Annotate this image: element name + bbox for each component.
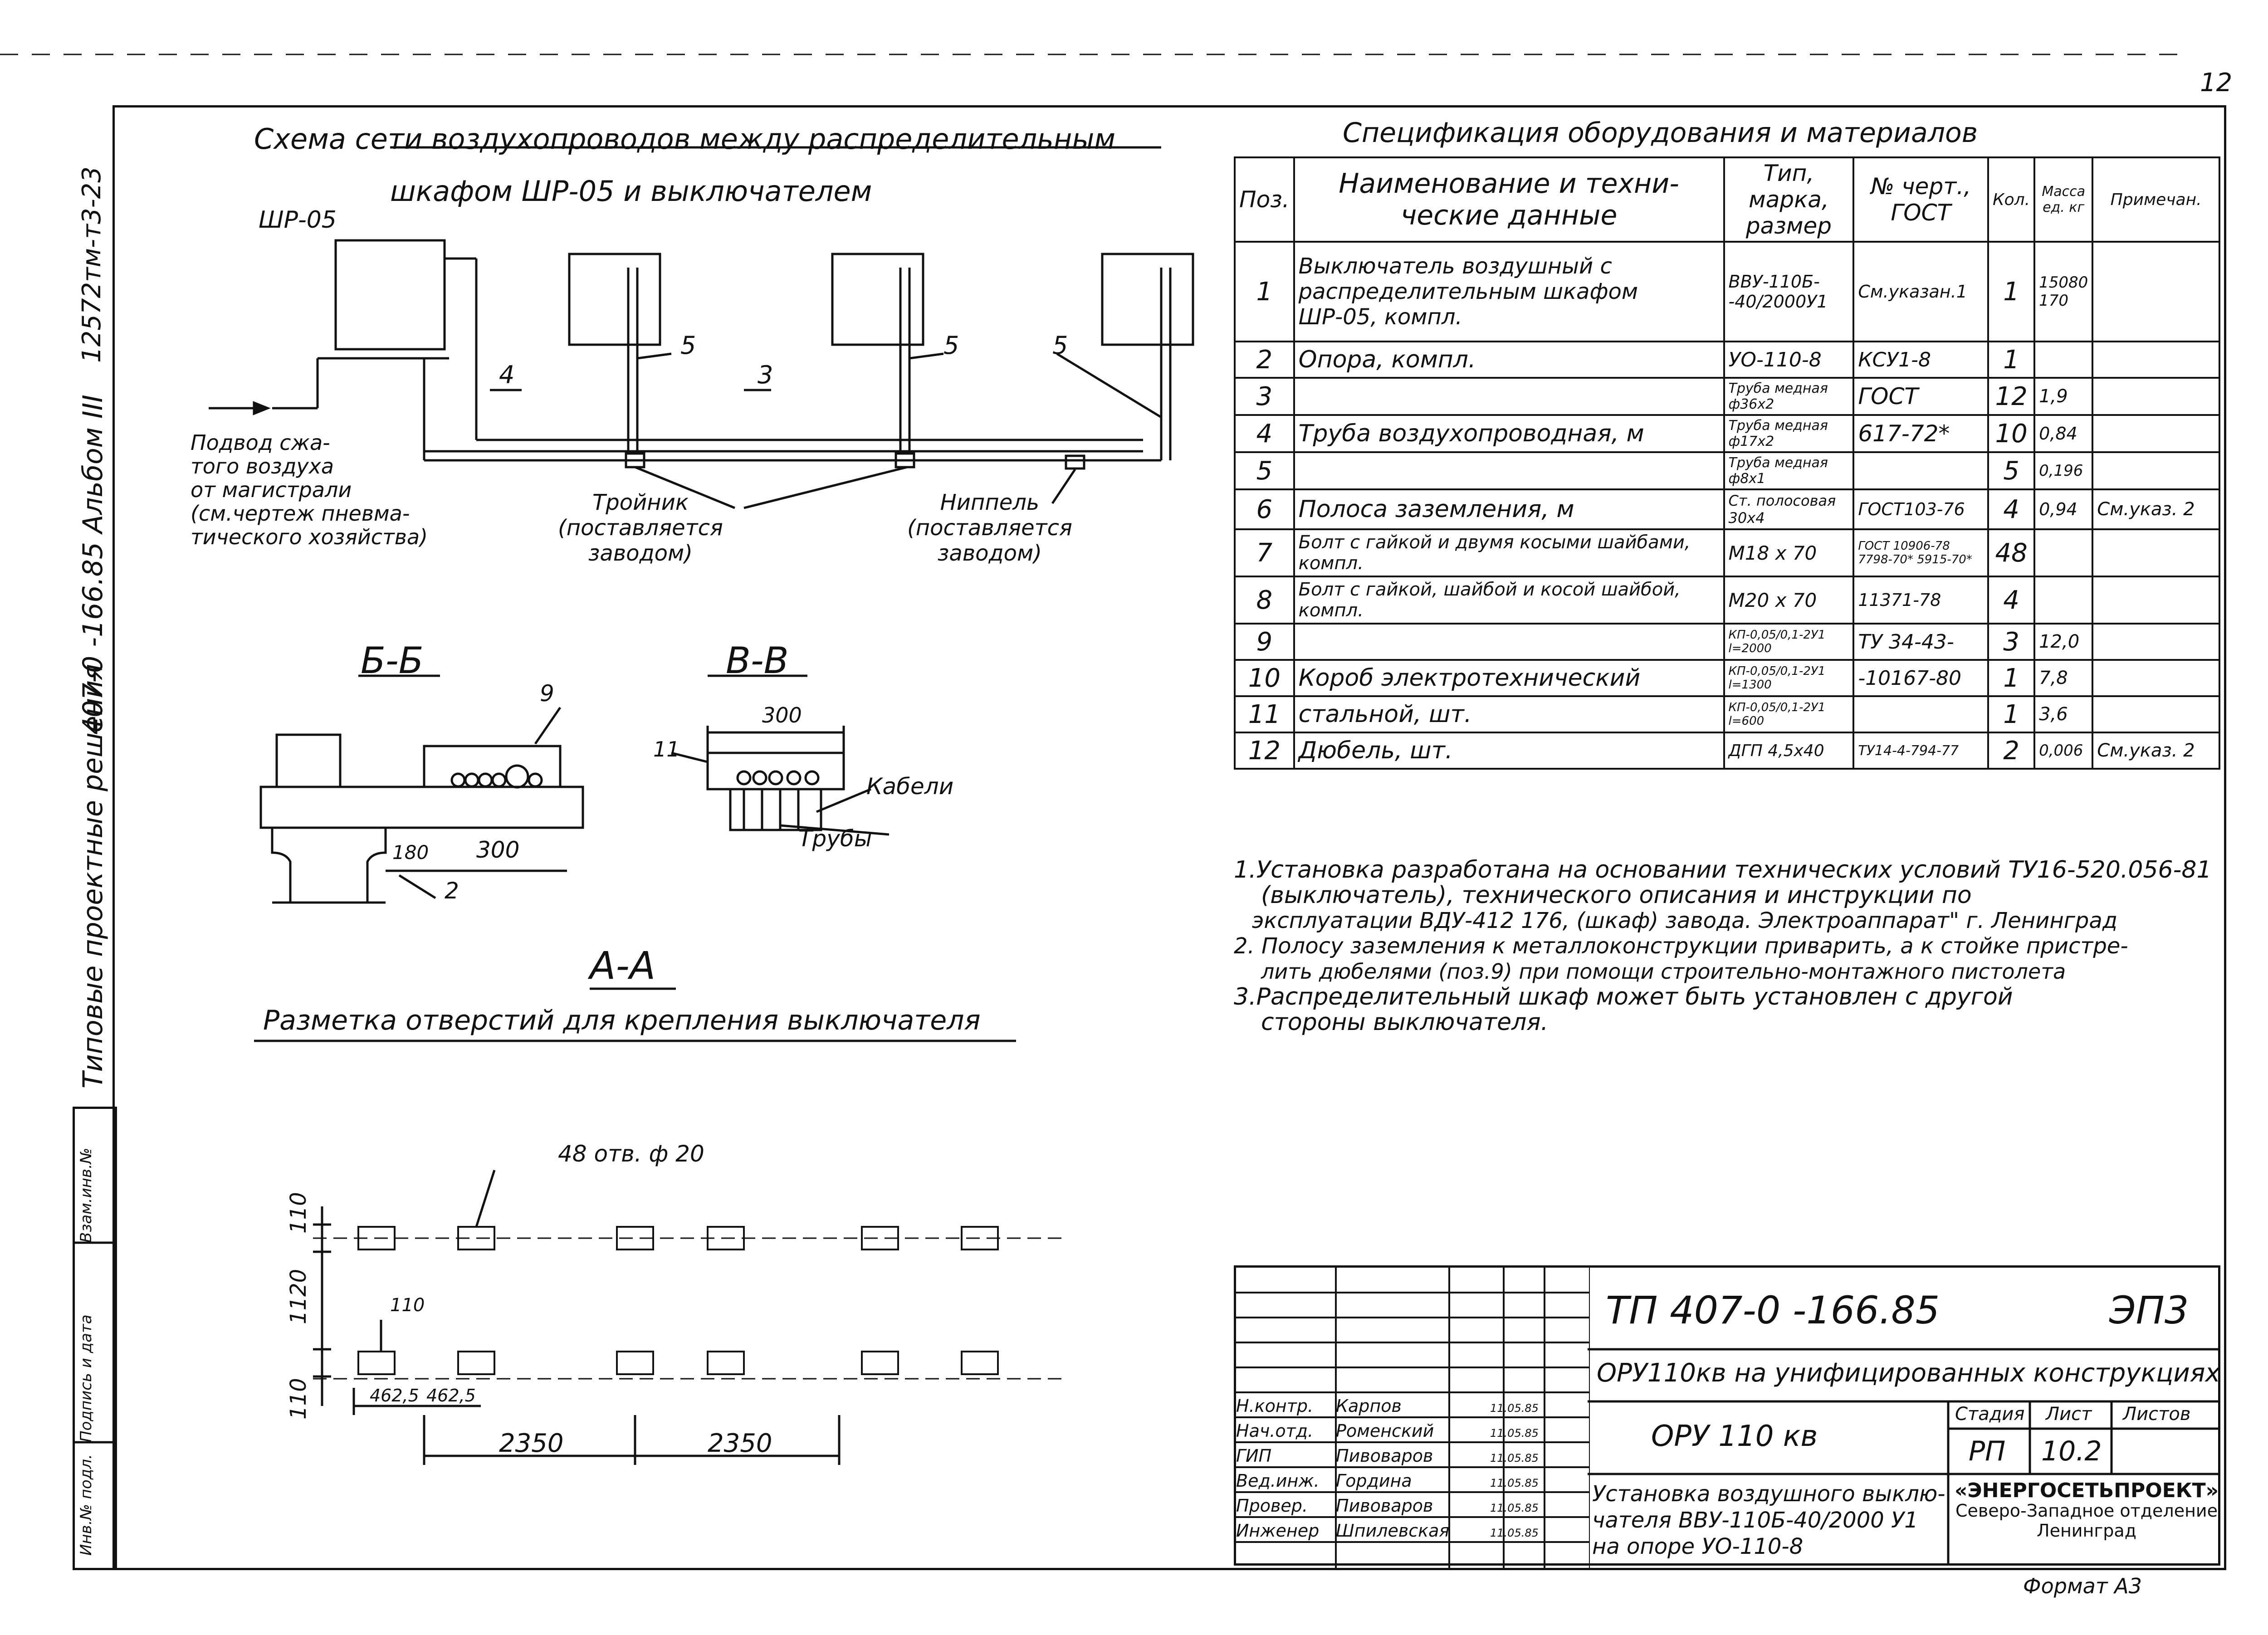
- row-gost: -10167-80: [1853, 660, 1988, 696]
- row-qty: 1: [1988, 242, 2034, 342]
- row-pos: 8: [1235, 576, 1294, 624]
- section-aa-label: А-А: [590, 943, 656, 988]
- strip-cell-1: Инв.№ подл.: [77, 1454, 95, 1556]
- stage-value: РП: [1969, 1435, 2006, 1467]
- row-name: Болт с гайкой, шайбой и косой шайбой, компл.: [1294, 576, 1724, 624]
- signer-row: Провер. Пивоваров 11.05.85: [1236, 1496, 1539, 1516]
- row-qty: 12: [1988, 378, 2034, 415]
- bb-callout-9: 9: [540, 680, 554, 707]
- row-mass: 1,9: [2034, 378, 2092, 415]
- row-gost: 11371-78: [1853, 576, 1988, 624]
- row-qty: 4: [1988, 489, 2034, 529]
- strip-cell-3: Взам.инв.№: [77, 1147, 95, 1243]
- sheets-header: Листов: [2123, 1404, 2191, 1425]
- row-gost: ГОСТ: [1853, 378, 1988, 415]
- aa-dim-110-small: 110: [390, 1295, 425, 1316]
- row-pos: 6: [1235, 489, 1294, 529]
- row-gost: ТУ14-4-794-77: [1853, 732, 1988, 769]
- aa-dim-462-a: 462,5: [370, 1386, 419, 1406]
- row-gost: ТУ 34-43-: [1853, 624, 1988, 660]
- row-note: См.указ. 2: [2092, 489, 2219, 529]
- scheme-title-line2: шкафом ШР-05 и выключателем: [390, 175, 872, 208]
- row-name: Короб электротехнический: [1294, 660, 1724, 696]
- organization: «ЭНЕРГОСЕТЬПРОЕКТ» Северо-Западное отделение Ленинград: [1954, 1479, 2219, 1541]
- vv-pipes: Трубы: [798, 825, 872, 852]
- header-mass: Масса ед. кг: [2034, 157, 2092, 242]
- row-type: ВВУ-110Б- -40/2000У1: [1724, 242, 1854, 342]
- row-gost: КСУ1-8: [1853, 342, 1988, 378]
- signer-row: Н.контр. Карпов 11.05.85: [1236, 1396, 1539, 1416]
- row-mass: 12,0: [2034, 624, 2092, 660]
- callout-5c: 5: [1052, 331, 1068, 360]
- row-type: Труба медная ф36х2: [1724, 378, 1854, 415]
- row-type: ДГП 4,5х40: [1724, 732, 1854, 769]
- aa-dim-110-top: 110: [286, 1192, 311, 1234]
- row-qty: 1: [1988, 342, 2034, 378]
- row-type: Ст. полосовая 30х4: [1724, 489, 1854, 529]
- object-name: ОРУ 110 кв: [1651, 1420, 1818, 1453]
- aa-dim-2350-b: 2350: [708, 1429, 772, 1458]
- side-album: 407-0 -166.85 Альбом III: [77, 395, 109, 735]
- row-note: См.указ. 2: [2092, 732, 2219, 769]
- note-line: 3.Распределительный шкаф может быть установлен с другой: [1234, 983, 2013, 1010]
- callout-4: 4: [499, 361, 515, 389]
- row-gost: 617-72*: [1853, 415, 1988, 452]
- row-name: Полоса заземления, м: [1294, 489, 1724, 529]
- row-type: Труба медная ф8х1: [1724, 452, 1854, 489]
- row-name: Опора, компл.: [1294, 342, 1724, 378]
- supply-note: Подвод сжа- того воздуха от магистрали (см.чертеж пневма- тического хозяйства): [191, 430, 428, 549]
- side-series: Типовые проектные решения: [77, 664, 109, 1088]
- header-note: Примечан.: [2092, 157, 2219, 242]
- sheet-header: Лист: [2046, 1404, 2092, 1425]
- header-type: Тип, марка, размер: [1724, 157, 1854, 242]
- row-pos: 9: [1235, 624, 1294, 660]
- row-name: стальной, шт.: [1294, 696, 1724, 732]
- row-type: М18 х 70: [1724, 529, 1854, 576]
- row-name: Дюбель, шт.: [1294, 732, 1724, 769]
- row-name: Болт с гайкой и двумя косыми шайбами, компл.: [1294, 529, 1724, 576]
- callout-3: 3: [758, 361, 773, 389]
- row-pos: 1: [1235, 242, 1294, 342]
- section-vv-label: В-В: [726, 639, 789, 682]
- aa-title: Разметка отверстий для крепления выключателя: [263, 1005, 981, 1036]
- callout-5a: 5: [680, 331, 696, 360]
- vv-callout-11: 11: [653, 737, 680, 761]
- row-pos: 3: [1235, 378, 1294, 415]
- row-pos: 11: [1235, 696, 1294, 732]
- row-pos: 12: [1235, 732, 1294, 769]
- header-gost: № черт., ГОСТ: [1853, 157, 1988, 242]
- signer-row: Нач.отд. Роменский 11.05.85: [1236, 1421, 1539, 1441]
- row-gost: См.указан.1: [1853, 242, 1988, 342]
- aa-dim-1120: 1120: [286, 1269, 311, 1324]
- strip-cell-2: Подпись и дата: [77, 1314, 95, 1442]
- signer-row: Инженер Шпилевская 11.05.85: [1236, 1521, 1539, 1541]
- vv-dim-300: 300: [762, 703, 802, 727]
- aa-dim-110-bottom: 110: [286, 1378, 311, 1420]
- row-type: УО-110-8: [1724, 342, 1854, 378]
- row-qty: 1: [1988, 660, 2034, 696]
- row-qty: 1: [1988, 696, 2034, 732]
- stage-header: Стадия: [1955, 1404, 2025, 1425]
- sheet-code: ЭП3: [2109, 1288, 2189, 1332]
- row-mass: 0,94: [2034, 489, 2092, 529]
- signer-row: Вед.инж. Гордина 11.05.85: [1236, 1471, 1539, 1491]
- row-mass: 7,8: [2034, 660, 2092, 696]
- row-pos: 2: [1235, 342, 1294, 378]
- row-mass: 15080 170: [2034, 242, 2092, 342]
- signer-row: ГИП Пивоваров 11.05.85: [1236, 1446, 1539, 1466]
- note-line: лить дюбелями (поз.9) при помощи строительно-монтажного пистолета: [1261, 959, 2066, 984]
- row-qty: 4: [1988, 576, 2034, 624]
- row-qty: 48: [1988, 529, 2034, 576]
- cabinet-label: ШР-05: [259, 206, 337, 234]
- spec-title: Спецификация оборудования и материалов: [1343, 117, 1978, 149]
- header-qty: Кол.: [1988, 157, 2034, 242]
- note-line: (выключатель), технического описания и инструкции по: [1261, 882, 1972, 909]
- row-pos: 4: [1235, 415, 1294, 452]
- row-type: КП-0,05/0,1-2У1 l=2000: [1724, 624, 1854, 660]
- project-name: ОРУ110кв на унифицированных конструкциях: [1597, 1358, 2220, 1388]
- row-name: Труба воздухопроводная, м: [1294, 415, 1724, 452]
- nipple-note: Ниппель (поставляется заводом): [907, 490, 1072, 566]
- row-pos: 7: [1235, 529, 1294, 576]
- scheme-title-line1: Схема сети воздухопроводов между распределительным: [254, 122, 1116, 156]
- side-code: 12572тм-т3-23: [77, 166, 107, 363]
- row-qty: 3: [1988, 624, 2034, 660]
- section-bb-label: Б-Б: [361, 639, 424, 682]
- vv-cables: Кабели: [866, 773, 954, 800]
- note-line: 2. Полосу заземления к металлоконструкции приварить, а к стойке пристре-: [1234, 933, 2128, 959]
- row-mass: 0,196: [2034, 452, 2092, 489]
- row-mass: 0,84: [2034, 415, 2092, 452]
- header-name: Наименование и техни- ческие данные: [1294, 157, 1724, 242]
- note-line: 1.Установка разработана на основании технических условий ТУ16-520.056-81: [1234, 856, 2212, 883]
- aa-dim-2350-a: 2350: [499, 1429, 564, 1458]
- callout-5b: 5: [943, 331, 959, 360]
- row-qty: 10: [1988, 415, 2034, 452]
- row-gost: ГОСТ 10906-78 7798-70* 5915-70*: [1853, 529, 1988, 576]
- drawing-name: Установка воздушного выклю- чателя ВВУ-110Б-40/2000 У1 на опоре УО-110-8: [1592, 1481, 1945, 1559]
- format-label: Формат А3: [2023, 1574, 2142, 1598]
- tee-note: Тройник (поставляется заводом): [558, 490, 723, 566]
- note-line: стороны выключателя.: [1261, 1009, 1549, 1036]
- header-pos: Поз.: [1235, 157, 1294, 242]
- row-type: КП-0,05/0,1-2У1 l=1300: [1724, 660, 1854, 696]
- aa-holes: 48 отв. ф 20: [558, 1141, 704, 1167]
- row-pos: 5: [1235, 452, 1294, 489]
- row-name: Выключатель воздушный с распределительным шкафом ШР-05, компл.: [1294, 242, 1724, 342]
- row-type: М20 х 70: [1724, 576, 1854, 624]
- sheet-mark: 12: [2200, 68, 2233, 98]
- row-gost: ГОСТ103-76: [1853, 489, 1988, 529]
- row-pos: 10: [1235, 660, 1294, 696]
- sheet-value: 10.2: [2041, 1435, 2102, 1467]
- row-type: КП-0,05/0,1-2У1 l=600: [1724, 696, 1854, 732]
- bb-dim-300: 300: [476, 837, 520, 863]
- row-type: Труба медная ф17х2: [1724, 415, 1854, 452]
- bb-dim-180: 180: [392, 841, 429, 864]
- row-qty: 2: [1988, 732, 2034, 769]
- doc-code: ТП 407-0 -166.85: [1606, 1288, 1940, 1332]
- aa-dim-462-b: 462,5: [426, 1386, 476, 1406]
- row-mass: 3,6: [2034, 696, 2092, 732]
- note-line: эксплуатации ВДУ-412 176, (шкаф) завода. Электроаппарат" г. Ленинград: [1252, 908, 2117, 933]
- row-qty: 5: [1988, 452, 2034, 489]
- bb-callout-2: 2: [445, 878, 459, 904]
- row-mass: 0,006: [2034, 732, 2092, 769]
